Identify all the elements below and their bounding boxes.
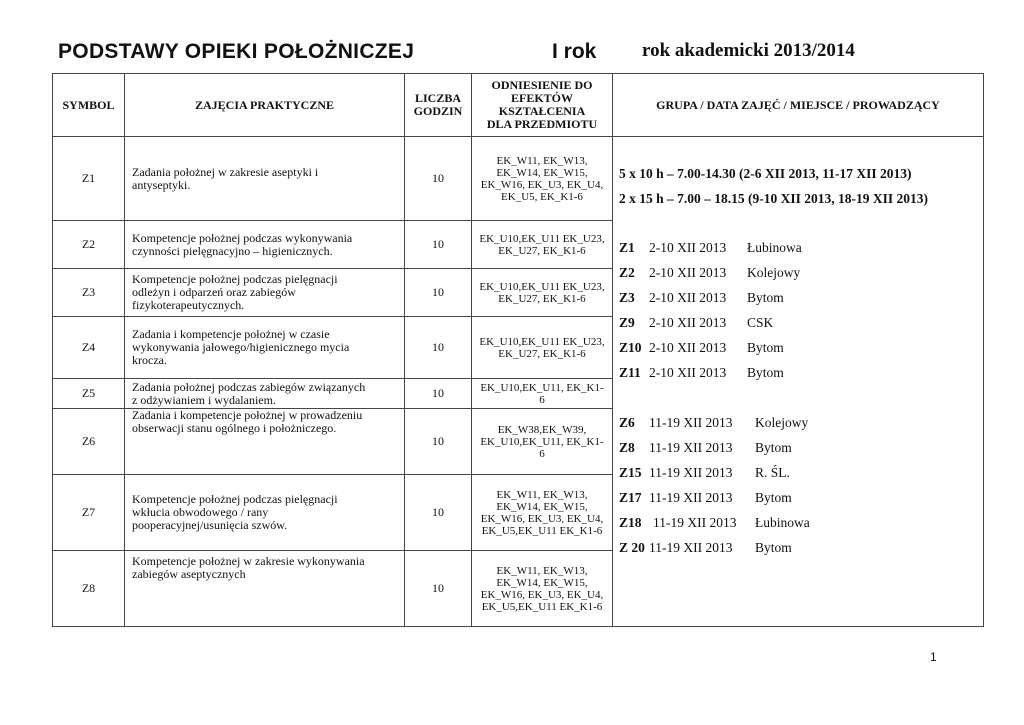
group-code: Z 20: [619, 540, 645, 555]
row-effects: EK_U10,EK_U11 EK_U23, EK_U27, EK_K1-6: [472, 269, 613, 317]
group-entry: [613, 266, 983, 284]
group-place: Kolejowy: [755, 415, 809, 430]
group-place: Bytom: [755, 540, 792, 555]
group-date: 11-19 XII 2013: [649, 465, 733, 480]
group-place: Bytom: [755, 440, 792, 455]
col-grupa: GRUPA / DATA ZAJĘĆ / MIEJSCE / PROWADZĄCY: [613, 74, 984, 137]
row-effects: EK_W38,EK_W39, EK_U10,EK_U11, EK_K1- 6: [472, 409, 613, 475]
row-description: Kompetencje położnej podczas pielęgnacji odleżyn i odparzeń oraz zabiegów fizykoterapeutycznych.: [125, 269, 405, 317]
row-symbol: Z6: [53, 409, 125, 475]
group-entry: [613, 466, 983, 484]
group-date: 11-19 XII 2013: [653, 515, 737, 530]
grupa-cell: [613, 137, 984, 627]
group-entry: [613, 416, 983, 434]
group-code: Z15: [619, 465, 642, 480]
group-entry: [613, 516, 983, 534]
row-symbol: Z1: [53, 137, 125, 221]
group-code: Z8: [619, 440, 635, 455]
col-zajecia: ZAJĘCIA PRAKTYCZNE: [125, 74, 405, 137]
group-code: Z11: [619, 365, 641, 380]
row-hours: 10: [405, 269, 472, 317]
group-code: Z18: [619, 515, 642, 530]
group-code: Z1: [619, 240, 635, 255]
group-entry: [613, 241, 983, 259]
group-code: Z6: [619, 415, 635, 430]
group-date: 11-19 XII 2013: [649, 490, 733, 505]
group-place: CSK: [747, 315, 774, 330]
group-code: Z9: [619, 315, 635, 330]
row-symbol: Z4: [53, 317, 125, 379]
row-symbol: Z8: [53, 551, 125, 627]
row-effects: EK_W11, EK_W13, EK_W14, EK_W15, EK_W16, EK_U3, EK_U4, EK_U5, EK_K1-6: [472, 137, 613, 221]
group-entry: [613, 441, 983, 459]
row-symbol: Z7: [53, 475, 125, 551]
row-hours: 10: [405, 475, 472, 551]
group-date: 2-10 XII 2013: [649, 265, 727, 280]
row-symbol: Z2: [53, 221, 125, 269]
group-place: Bytom: [747, 340, 784, 355]
group-place: Bytom: [747, 365, 784, 380]
row-effects: EK_U10,EK_U11 EK_U23, EK_U27, EK_K1-6: [472, 221, 613, 269]
group-code: Z3: [619, 290, 635, 305]
group-place: Bytom: [755, 490, 792, 505]
row-effects: EK_W11, EK_W13, EK_W14, EK_W15, EK_W16, EK_U3, EK_U4, EK_U5,EK_U11 EK_K1-6: [472, 551, 613, 627]
row-effects: EK_W11, EK_W13, EK_W14, EK_W15, EK_W16, EK_U3, EK_U4, EK_U5,EK_U11 EK_K1-6: [472, 475, 613, 551]
row-symbol: Z3: [53, 269, 125, 317]
row-hours: 10: [405, 409, 472, 475]
row-description: Zadania i kompetencje położnej w czasie wykonywania jałowego/higienicznego mycia krocza.: [125, 317, 405, 379]
group-code: Z2: [619, 265, 635, 280]
group-entry: [613, 491, 983, 509]
col-liczba: LICZBA GODZIN: [405, 74, 472, 137]
row-hours: 10: [405, 317, 472, 379]
group-date: 11-19 XII 2013: [649, 440, 733, 455]
group-date: 2-10 XII 2013: [649, 240, 727, 255]
year-label: I rok: [552, 40, 597, 63]
document-title: PODSTAWY OPIEKI POŁOŻNICZEJ: [58, 40, 415, 63]
row-description: Zadania i kompetencje położnej w prowadzeniu obserwacji stanu ogólnego i położniczego.: [125, 409, 405, 475]
row-description: Kompetencje położnej podczas pielęgnacji wkłucia obwodowego / rany pooperacyjnej/usunięcia szwów.: [125, 475, 405, 551]
row-description: Zadania położnej w zakresie aseptyki i antyseptyki.: [125, 137, 405, 221]
col-odniesienie: ODNIESIENIE DO EFEKTÓW KSZTAŁCENIA DLA PRZEDMIOTU: [472, 74, 613, 137]
academic-year: rok akademicki 2013/2014: [642, 40, 855, 61]
row-hours: 10: [405, 137, 472, 221]
row-effects: EK_U10,EK_U11, EK_K1- 6: [472, 379, 613, 409]
group-place: Łubinowa: [747, 240, 802, 255]
schedule-line-2: 2 x 15 h – 7.00 – 18.15 (9-10 XII 2013, 18-19 XII 2013): [619, 191, 929, 206]
group-entry: [613, 541, 983, 559]
group-place: Kolejowy: [747, 265, 801, 280]
page-number: 1: [930, 650, 937, 664]
group-place: R. ŚL.: [755, 465, 790, 480]
practice-table: [52, 73, 984, 627]
group-date: 2-10 XII 2013: [649, 290, 727, 305]
row-hours: 10: [405, 551, 472, 627]
group-code: Z17: [619, 490, 642, 505]
group-date: 11-19 XII 2013: [649, 415, 733, 430]
row-hours: 10: [405, 379, 472, 409]
group-date: 2-10 XII 2013: [649, 340, 727, 355]
group-entry: [613, 366, 983, 384]
row-description: Kompetencje położnej podczas wykonywania czynności pielęgnacyjno – higienicznych.: [125, 221, 405, 269]
group-place: Łubinowa: [755, 515, 810, 530]
row-description: Kompetencje położnej w zakresie wykonywania zabiegów aseptycznych: [125, 551, 405, 627]
table-row: [53, 137, 984, 221]
group-entry: [613, 316, 983, 334]
group-entry: [613, 341, 983, 359]
row-description: Zadania położnej podczas zabiegów związanych z odżywianiem i wydalaniem.: [125, 379, 405, 409]
group-date: 2-10 XII 2013: [649, 315, 727, 330]
col-symbol: SYMBOL: [53, 74, 125, 137]
row-symbol: Z5: [53, 379, 125, 409]
group-date: 2-10 XII 2013: [649, 365, 727, 380]
group-entry: [613, 291, 983, 309]
group-code: Z10: [619, 340, 642, 355]
schedule-line-1: 5 x 10 h – 7.00-14.30 (2-6 XII 2013, 11-17 XII 2013): [619, 166, 912, 181]
group-place: Bytom: [747, 290, 784, 305]
group-date: 11-19 XII 2013: [649, 540, 733, 555]
row-hours: 10: [405, 221, 472, 269]
row-effects: EK_U10,EK_U11 EK_U23, EK_U27, EK_K1-6: [472, 317, 613, 379]
table-header-row: [53, 74, 984, 137]
